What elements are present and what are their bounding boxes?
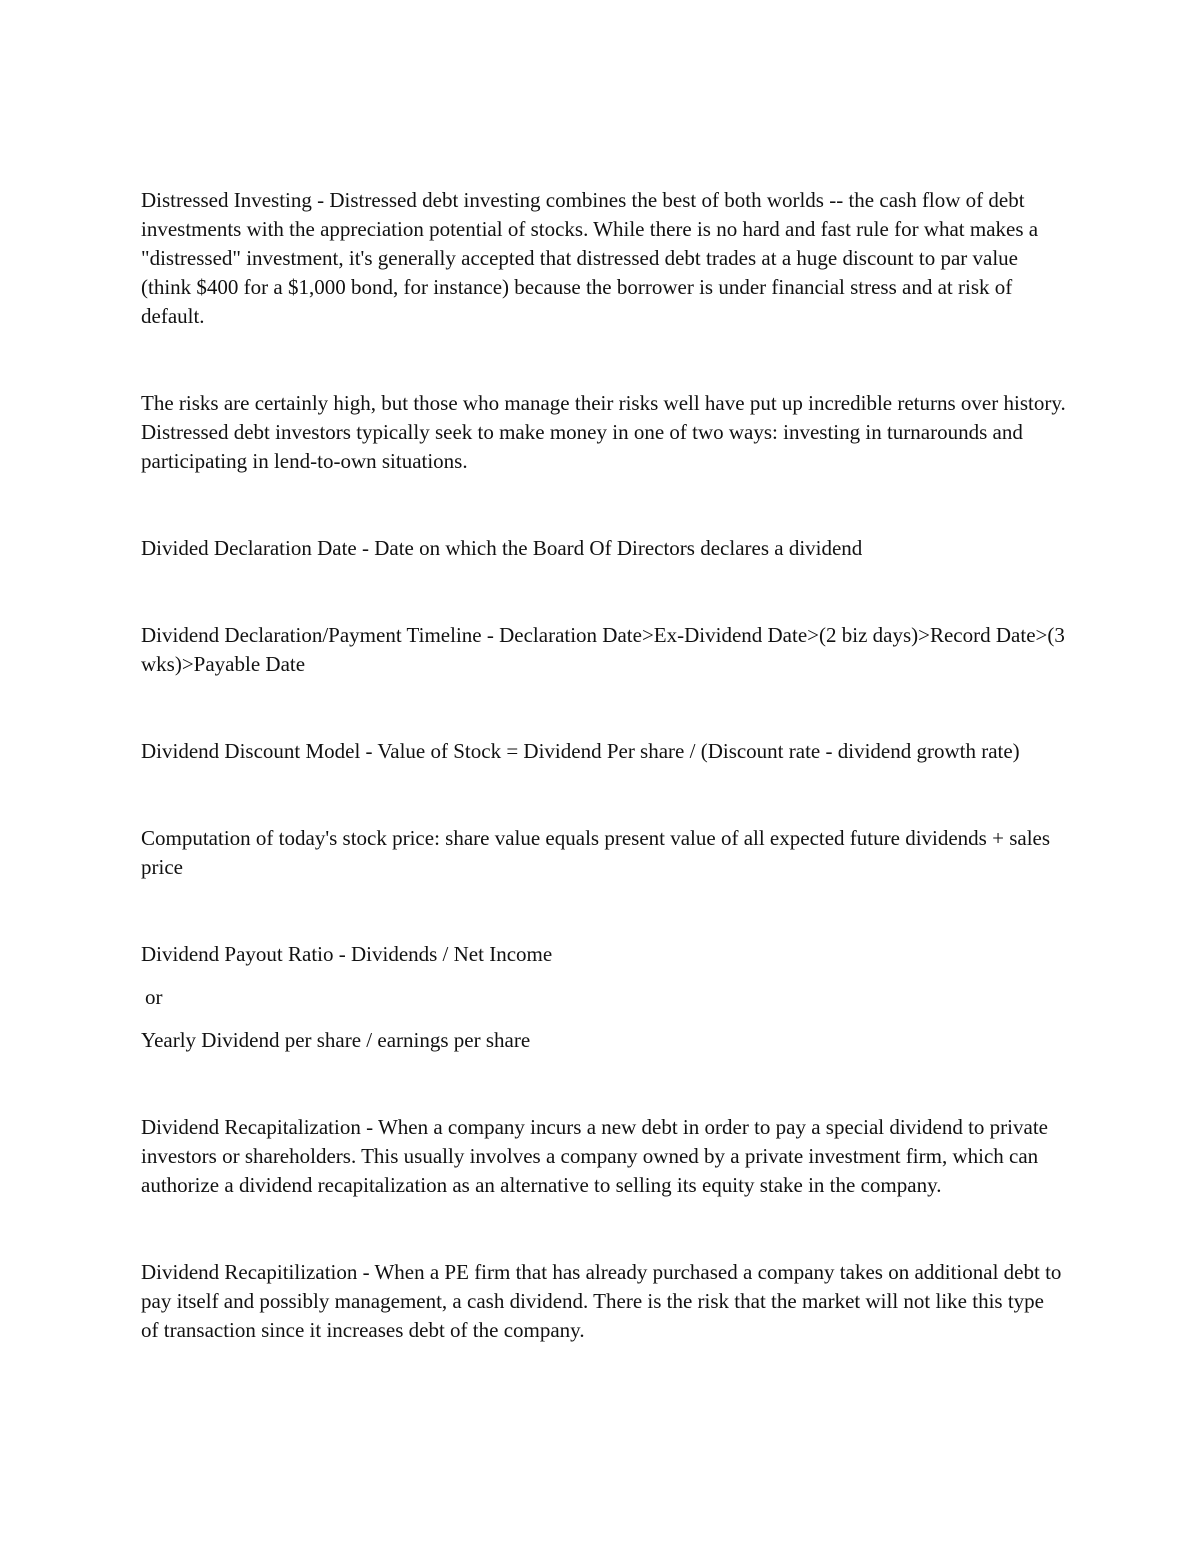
paragraph-or: or (145, 985, 163, 1009)
paragraph-dividend-recapitilization: Dividend Recapitilization - When a PE firm that has already purchased a company takes on additional debt to pay itself and possibly management, a cash dividend. There is the risk that the market will not like this type of transaction since it increases debt of the company. (141, 1260, 1062, 1342)
paragraph-payment-timeline: Dividend Declaration/Payment Timeline - Declaration Date>Ex-Dividend Date>(2 biz days)>Record Date>(3 wks)>Payable Date (141, 623, 1065, 676)
paragraph-declaration-date: Divided Declaration Date - Date on which the Board Of Directors declares a dividend (141, 536, 863, 560)
paragraph-discount-model: Dividend Discount Model - Value of Stock = Dividend Per share / (Discount rate - dividend growth rate) (141, 739, 1020, 763)
paragraph-payout-ratio: Dividend Payout Ratio - Dividends / Net Income (141, 942, 553, 966)
paragraph-yearly-dividend: Yearly Dividend per share / earnings per share (141, 1028, 531, 1052)
paragraph-distressed-investing: Distressed Investing - Distressed debt investing combines the best of both worlds -- the cash flow of debt investments with the appreciation potential of stocks. While there is no hard and fast rule for what makes a "distressed" investment, it's generally accepted that distressed debt trades at a huge discount to par value (think $400 for a $1,000 bond, for instance) because the borrower is under financial stress and at risk of default. (141, 188, 1039, 328)
paragraph-distressed-risks: The risks are certainly high, but those who manage their risks well have put up incredible returns over history. Distressed debt investors typically seek to make money in one of two ways: investing in turnarounds and participating in lend-to-own situations. (141, 391, 1066, 473)
document-body (141, 186, 1066, 1345)
paragraph-stock-price-computation: Computation of today's stock price: share value equals present value of all expected future dividends + sales price (141, 826, 1051, 879)
paragraph-dividend-recapitalization: Dividend Recapitalization - When a company incurs a new debt in order to pay a special dividend to private investors or shareholders. This usually involves a company owned by a private investment firm, which can authorize a dividend recapitalization as an alternative to selling its equity stake in the company. (141, 1115, 1048, 1197)
